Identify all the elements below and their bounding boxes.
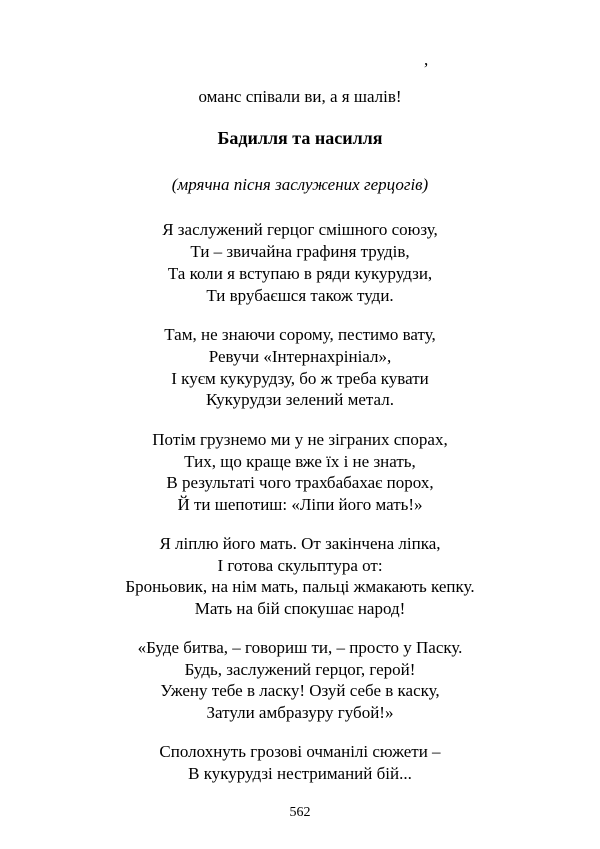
verse-line: Там, не знаючи сорому, пестимо вату, — [164, 325, 436, 344]
verse-line: Сполохнуть грозові очманілі сюжети – — [159, 742, 441, 761]
verse-line: Ревучи «Інтернахрініал», — [208, 347, 392, 366]
stray-comma: , — [424, 50, 429, 69]
verse-line: Ти – звичайна графиня трудів, — [190, 242, 410, 261]
verse-line: Ти врубаєшся також туди. — [206, 286, 394, 305]
verse-line: Та коли я вступаю в ряди кукурудзи, — [167, 264, 433, 283]
verse-line: І куєм кукурудзу, бо ж треба кувати — [171, 369, 429, 388]
verse-line: «Буде битва, – говориш ти, – просто у Паску. — [137, 638, 463, 657]
verse-line: Й ти шепотиш: «Ліпи його мать!» — [177, 495, 423, 514]
verse-line: В результаті чого трахбабахає порох, — [166, 473, 434, 492]
verse-line: Я ліплю його мать. От закінчена ліпка, — [159, 534, 441, 553]
verse-line: Потім грузнемо ми у не зіграних спорах, — [152, 430, 448, 449]
verse-line: Кукурудзи зелений метал. — [206, 390, 394, 409]
verse-line: Мать на бій спокушає народ! — [194, 599, 406, 618]
page-number: 562 — [289, 805, 311, 820]
poem-title: Бадилля та насилля — [217, 128, 383, 148]
verse-line: Будь, заслужений герцог, герой! — [184, 660, 416, 679]
verse-line: Я заслужений герцог смішного союзу, — [162, 220, 438, 239]
verse-line: Броньовик, на нім мать, пальці жмакають кепку. — [125, 577, 475, 596]
verse-line: Затули амбразуру губой!» — [206, 703, 394, 722]
poem-subtitle: (мрячна пісня заслужених герцогів) — [171, 175, 429, 194]
verse-line: Ужену тебе в ласку! Озуй себе в каску, — [160, 681, 440, 700]
verse-line: Тих, що краще вже їх і не знать, — [184, 452, 416, 471]
verse-line: І готова скульптура от: — [217, 556, 383, 575]
intro-line: оманс співали ви, а я шалів! — [198, 87, 402, 106]
verse-line: В кукурудзі нестриманий бій... — [188, 764, 412, 783]
